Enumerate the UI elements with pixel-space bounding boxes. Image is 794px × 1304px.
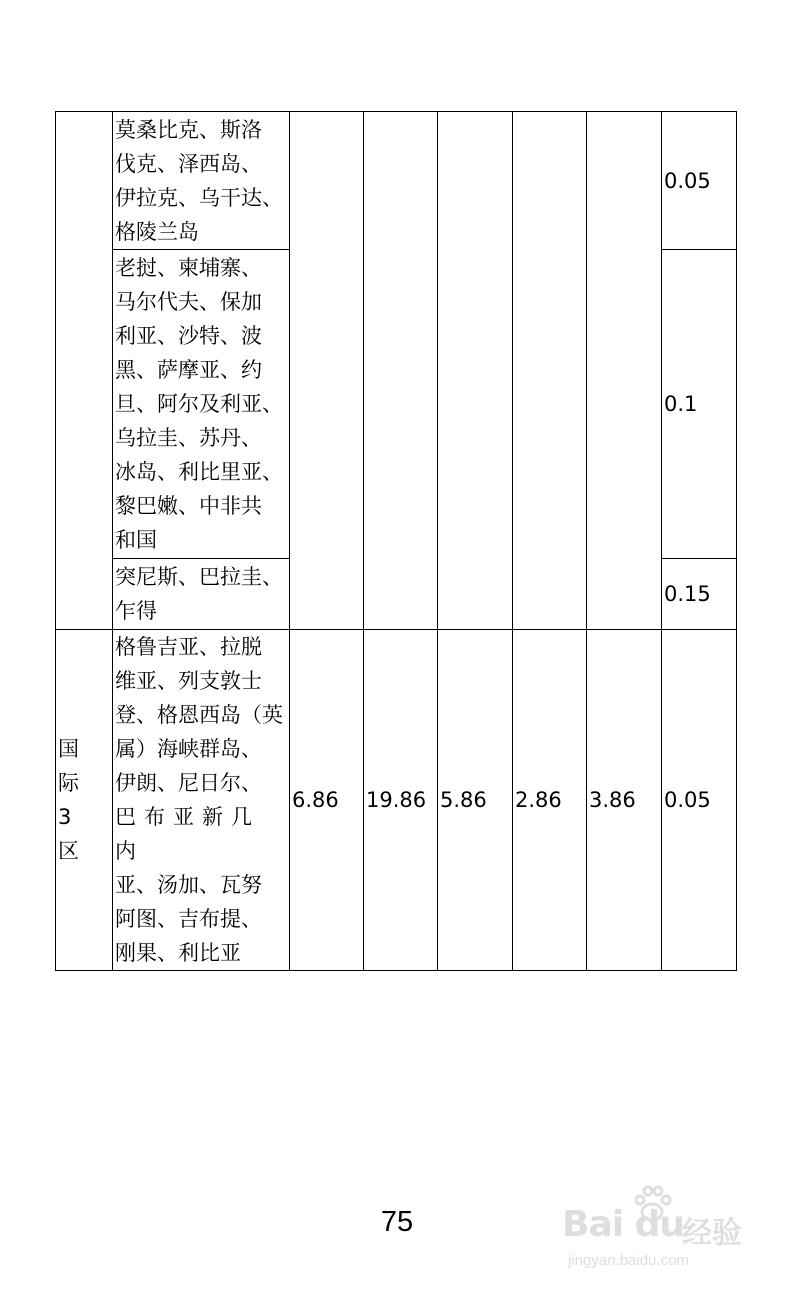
value-cell: 2.86: [513, 630, 587, 971]
watermark-label: 经验: [682, 1216, 742, 1251]
countries-cell: 莫桑比克、斯洛 伐克、泽西岛、 伊拉克、乌干达、 格陵兰岛: [113, 112, 290, 250]
value-cell: 3.86: [587, 630, 662, 971]
watermark-logo: Bai du: [562, 1204, 685, 1245]
value-cell: 5.86: [438, 630, 513, 971]
page-number: 75: [380, 1206, 414, 1238]
value-cell-empty: [364, 112, 438, 630]
watermark: [562, 1182, 762, 1278]
table-row: [56, 630, 737, 971]
paw-icon: [630, 1182, 674, 1230]
zone-cell: 国际 3 区: [56, 630, 113, 971]
value-cell: 0.1: [662, 250, 737, 559]
value-cell-empty: [513, 112, 587, 630]
zone-cell-empty: [56, 112, 113, 630]
value-cell: 0.15: [662, 559, 737, 630]
value-cell-empty: [290, 112, 364, 630]
watermark-url: jingyan.baidu.com: [568, 1252, 689, 1269]
countries-cell: 格鲁吉亚、拉脱 维亚、列支敦士 登、格恩西岛（英 属）海峡群岛、 伊朗、尼日尔、 巴布亚新几内 亚、汤加、瓦努 阿图、吉布提、 刚果、利比亚: [113, 630, 290, 971]
value-cell-empty: [587, 112, 662, 630]
table-row: [56, 112, 737, 250]
value-cell: 19.86: [364, 630, 438, 971]
countries-cell: 老挝、柬埔寨、 马尔代夫、保加 利亚、沙特、波 黑、萨摩亚、约 旦、阿尔及利亚、 乌拉圭、苏丹、 冰岛、利比里亚、 黎巴嫩、中非共 和国: [113, 250, 290, 559]
value-cell: 0.05: [662, 112, 737, 250]
value-cell-empty: [438, 112, 513, 630]
value-cell: 0.05: [662, 630, 737, 971]
countries-cell: 突尼斯、巴拉圭、 乍得: [113, 559, 290, 630]
rates-table: [55, 111, 737, 971]
value-cell: 6.86: [290, 630, 364, 971]
